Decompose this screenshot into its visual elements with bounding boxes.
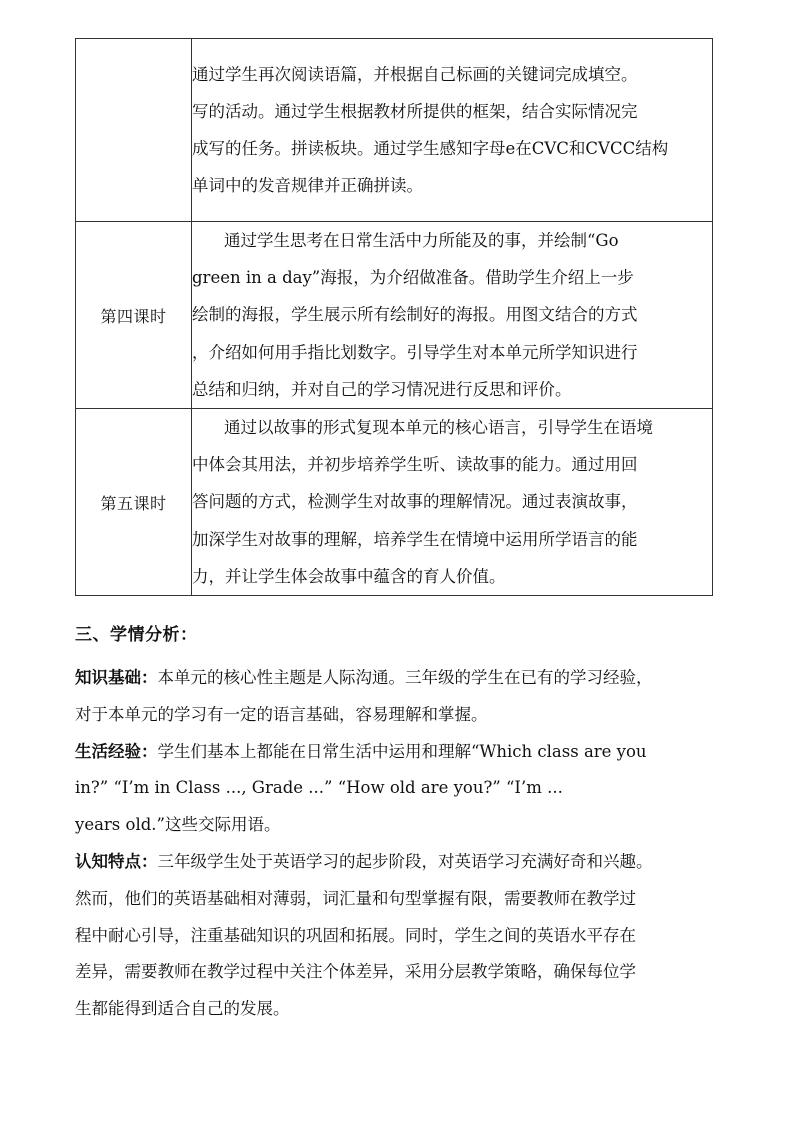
content-line: green in a day”海报，为介绍做准备。借助学生介绍上一步 bbox=[192, 268, 634, 288]
content-line: 单词中的发音规律并正确拼读。 bbox=[192, 176, 423, 196]
content-line: 通过学生再次阅读语篇，并根据自己标画的关键词完成填空。 bbox=[192, 64, 638, 84]
knowledge-text: 对于本单元的学习有一定的语言基础，容易理解和掌握。 bbox=[75, 704, 488, 724]
knowledge-paragraph bbox=[75, 660, 735, 697]
content-line: 通过学生思考在日常生活中力所能及的事，并绘制“Go bbox=[224, 231, 619, 250]
cognition-text: 生都能得到适合自己的发展。 bbox=[75, 999, 290, 1019]
life-text: in?” “I’m in Class ..., Grade ...” “How old are you?” “I’m ... bbox=[75, 778, 563, 798]
table-row bbox=[76, 409, 713, 596]
lesson-content-cell bbox=[192, 222, 713, 409]
section-heading: 三、学情分析： bbox=[75, 625, 198, 645]
content-line: 成写的任务。拼读板块。通过学生感知字母e在CVC和CVCC结构 bbox=[192, 139, 669, 158]
content-line: 加深学生对故事的理解，培养学生在情境中运用所学语言的能 bbox=[192, 529, 638, 549]
cognition-text: 差异，需要教师在教学过程中关注个体差异，采用分层教学策略，确保每位学 bbox=[75, 962, 636, 982]
life-label: 生活经验： bbox=[75, 741, 158, 761]
life-text: 学生们基本上都能在日常生活中运用和理解“Which class are you bbox=[157, 741, 647, 761]
lesson-label-cell: 第五课时 bbox=[76, 409, 192, 596]
content-line: 通过以故事的形式复现本单元的核心语言，引导学生在语境 bbox=[224, 418, 653, 438]
lesson-plan-table bbox=[75, 38, 713, 596]
content-line: 总结和归纳，并对自己的学习情况进行反思和评价。 bbox=[192, 379, 572, 399]
content-line: 中体会其用法，并初步培养学生听、读故事的能力。通过用回 bbox=[192, 455, 638, 475]
content-line: ，介绍如何用手指比划数字。引导学生对本单元所学知识进行 bbox=[192, 342, 638, 362]
cognition-label: 认知特点： bbox=[75, 851, 158, 871]
knowledge-label: 知识基础： bbox=[75, 668, 158, 687]
table-row bbox=[76, 222, 713, 409]
content-line: 力，并让学生体会故事中蕴含的育人价值。 bbox=[192, 566, 506, 586]
cognition-text: 然而，他们的英语基础相对薄弱，词汇量和句型掌握有限，需要教师在教学过 bbox=[75, 888, 636, 908]
cognition-paragraph bbox=[75, 844, 735, 881]
lesson-content-cell bbox=[192, 409, 713, 596]
life-paragraph bbox=[75, 734, 735, 771]
cognition-text: 程中耐心引导，注重基础知识的巩固和拓展。同时，学生之间的英语水平存在 bbox=[75, 925, 636, 945]
table-row bbox=[76, 39, 713, 222]
content-line: 绘制的海报，学生展示所有绘制好的海报。用图文结合的方式 bbox=[192, 305, 638, 325]
content-line: 答问题的方式，检测学生对故事的理解情况。通过表演故事， bbox=[192, 492, 638, 512]
lesson-content-cell bbox=[192, 39, 713, 222]
knowledge-text: 本单元的核心性主题是人际沟通。三年级的学生在已有的学习经验， bbox=[157, 668, 653, 687]
learner-analysis bbox=[75, 660, 735, 1028]
life-text: years old.”这些交际用语。 bbox=[75, 815, 281, 835]
cognition-text: 三年级学生处于英语学习的起步阶段，对英语学习充满好奇和兴趣。 bbox=[157, 851, 653, 871]
lesson-label-cell: 第四课时 bbox=[76, 222, 192, 409]
content-line: 写的活动。通过学生根据教材所提供的框架，结合实际情况完 bbox=[192, 101, 638, 121]
lesson-label-cell bbox=[76, 39, 192, 222]
